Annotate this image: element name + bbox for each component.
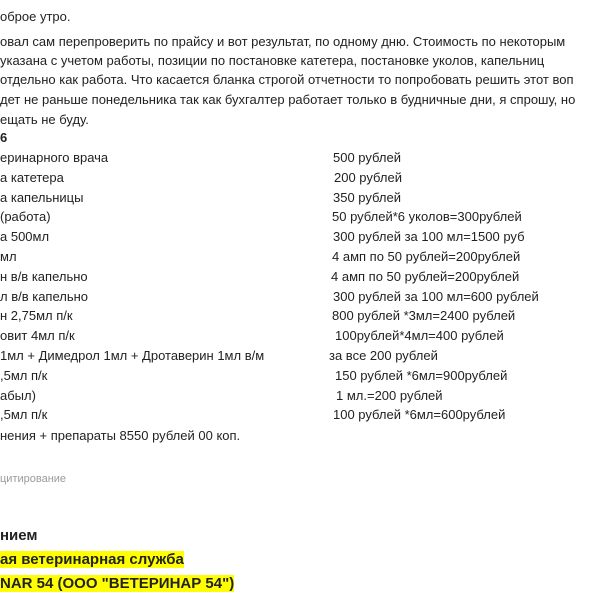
service-name: еринарного врача (0, 150, 109, 165)
service-name: а капельницы (0, 190, 84, 205)
service-price: 4 амп по 50 рублей=200рублей (331, 269, 520, 284)
post-text-line: отдельно как работа. Что касается бланка строгой отчетности то попробовать решить этот воп (0, 72, 574, 87)
price-row (0, 168, 600, 188)
price-row (0, 306, 600, 326)
price-row (0, 287, 600, 307)
post-text-line: указана с учетом работы, позиции по постановке катетера, постановке уколов, капельниц (0, 53, 545, 68)
service-name: а катетера (0, 170, 64, 185)
post-text-line: оброе утро. (0, 9, 71, 24)
service-name: 1мл + Димедрол 1мл + Дротаверин 1мл в/м (0, 348, 265, 363)
service-name: мл (0, 249, 17, 264)
total-line: нения + препараты 8550 рублей 00 коп. (0, 428, 241, 443)
service-name: н 2,75мл п/к (0, 308, 73, 323)
price-row (0, 148, 600, 168)
price-row (0, 267, 600, 287)
price-row (0, 326, 600, 346)
service-name: ,5мл п/к (0, 407, 48, 422)
service-name: овит 4мл п/к (0, 328, 75, 343)
highlighted-text: NAR 54 (ООО "ВЕТЕРИНАР 54") (0, 575, 235, 592)
cite-button[interactable]: цитирование (0, 473, 67, 485)
price-row (0, 247, 600, 267)
price-row (0, 346, 600, 366)
service-price: за все 200 рублей (329, 348, 438, 363)
service-price: 200 рублей (334, 170, 402, 185)
service-price: 150 рублей *6мл=900рублей (335, 368, 508, 383)
service-price: 800 рублей *3мл=2400 рублей (332, 308, 516, 323)
service-name: абыл) (0, 388, 36, 403)
service-price: 500 рублей (333, 150, 401, 165)
price-row (0, 405, 600, 425)
service-name: (работа) (0, 209, 51, 224)
price-row (0, 227, 600, 247)
service-price: 350 рублей (333, 190, 401, 205)
price-row (0, 386, 600, 406)
service-name: ,5мл п/к (0, 368, 48, 383)
service-price: 300 рублей за 100 мл=1500 руб (333, 229, 525, 244)
post-text-line: овал сам перепроверить по прайсу и вот результат, по одному дню. Стоимость по некоторым (0, 34, 566, 49)
service-name: а 500мл (0, 229, 50, 244)
service-price: 1 мл.=200 рублей (336, 388, 443, 403)
post-text-line: дет не раньше понедельника так как бухгалтер работает только в будничные дни, я спрошу, но (0, 92, 576, 107)
service-name: н в/в капельно (0, 269, 88, 284)
post-text-line: ещать не буду. (0, 112, 89, 127)
service-price: 300 рублей за 100 мл=600 рублей (333, 289, 539, 304)
highlighted-text: ая ветеринарная служба (0, 551, 184, 568)
service-name: л в/в капельно (0, 289, 89, 304)
signature-org-name (0, 548, 184, 572)
service-price: 4 амп по 50 рублей=200рублей (332, 249, 521, 264)
service-price: 100рублей*4мл=400 рублей (335, 328, 504, 343)
price-row (0, 188, 600, 208)
price-row (0, 366, 600, 386)
price-row (0, 207, 600, 227)
service-price: 50 рублей*6 уколов=300рублей (332, 209, 522, 224)
price-list-heading: 6 (0, 130, 8, 145)
signature-company (0, 572, 234, 596)
service-price: 100 рублей *6мл=600рублей (333, 407, 506, 422)
signature-line: нием (0, 527, 38, 544)
